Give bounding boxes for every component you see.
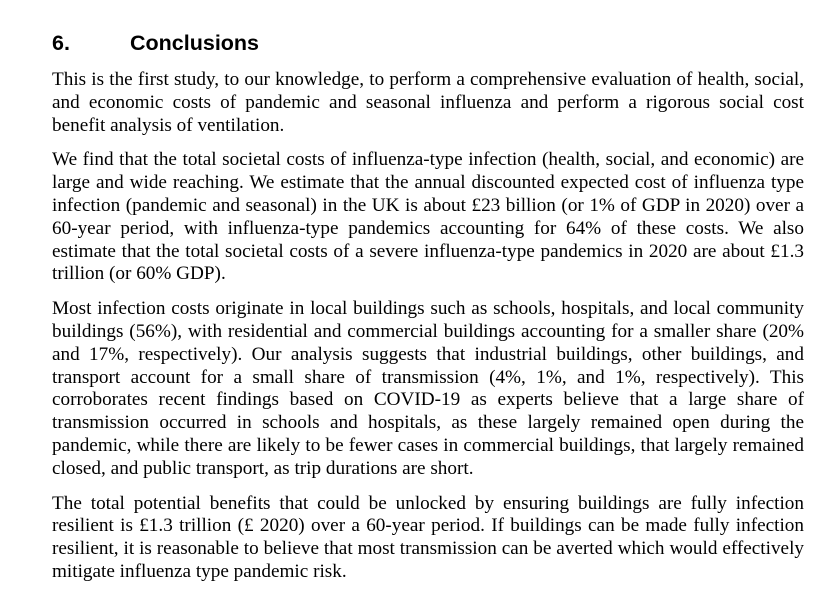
paragraph-infection-sources: Most infection costs originate in local buildings such as schools, hospitals, and local community buildings (56%), with residential and commercial buildings accounting for a smaller share (20% and 17%, respectively). Our analysis suggests that industrial buildings, other buildings, and transport account for a small share of transmission (4%, 1%, and 1%, respectively). This corroborates recent findings based on COVID-19 as experts believe that a large share of transmission occurred in schools and hospitals, as these largely remained open during the pandemic, while there are likely to be fewer cases in commercial buildings, that largely remained closed, and public transport, as trip durations are short.	[52, 298, 804, 479]
section-number: 6.	[52, 31, 70, 55]
section-heading	[52, 30, 804, 56]
document-page	[52, 30, 804, 596]
paragraph-intro: This is the first study, to our knowledge, to perform a comprehensive evaluation of health, social, and economic costs of pandemic and seasonal influenza and perform a rigorous social cost benefit analysis of ventilation.	[52, 69, 804, 136]
paragraph-societal-costs: We find that the total societal costs of influenza-type infection (health, social, and economic) are large and wide reaching. We estimate that the annual discounted expected cost of influenza type infection (pandemic and seasonal) in the UK is about £23 billion (or 1% of GDP in 2020) over a 60-year period, with influenza-type pandemics accounting for 64% of these costs. We also estimate that the total societal costs of a severe influenza-type pandemics in 2020 are about £1.3 trillion (or 60% GDP).	[52, 149, 804, 285]
paragraph-potential-benefits: The total potential benefits that could be unlocked by ensuring buildings are fully infection resilient is £1.3 trillion (£ 2020) over a 60-year period. If buildings can be made fully infection resilient, it is reasonable to believe that most transmission can be averted which would effectively mitigate influenza type pandemic risk.	[52, 492, 804, 582]
section-title: Conclusions	[130, 31, 260, 55]
